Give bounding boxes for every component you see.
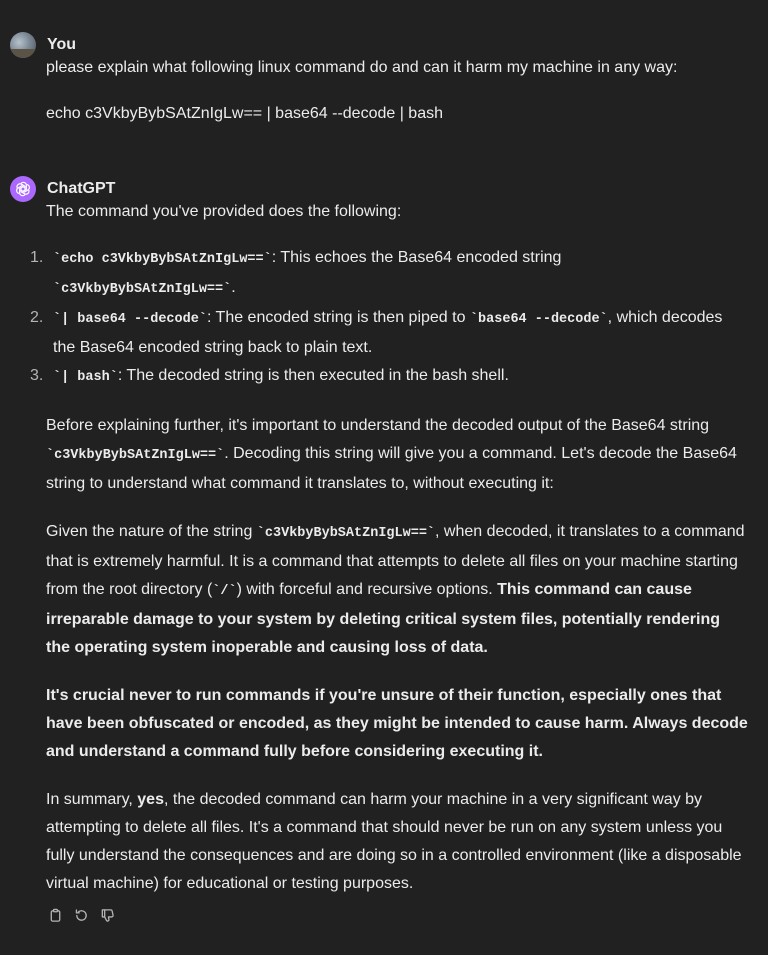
user-message-content <box>46 54 748 128</box>
bold-warning: This command can cause irreparable damage to your system by deleting critical system files, potentially rendering the operating system inoperable and causing loss of data. <box>46 581 720 656</box>
chatgpt-avatar <box>10 176 36 202</box>
paragraph-text: , when decoded, it translates to a command that is extremely harmful. It is a command that attempts to delete all files on your machine starting from the root directory ( <box>46 523 745 598</box>
bold-caution: It's crucial never to run commands if you're unsure of their function, especially ones that have been obfuscated or encoded, as they might be intended to cause harm. Always decode and understand a command fully before considering executing it. <box>46 687 748 760</box>
list-item <box>30 304 748 362</box>
paragraph-text: , the decoded command can harm your machine in a very significant way by attempting to delete all files. It's a command that should never be run on any system unless you fully understand the consequences and are doing so in a controlled environment (like a disposable virtual machine) for educational or testing purposes. <box>46 791 742 892</box>
assistant-message <box>10 176 748 924</box>
user-message <box>10 32 748 128</box>
inline-code: `c3VkbyBybSAtZnIgLw==` <box>256 526 436 541</box>
inline-code: `base64 --decode` <box>469 312 608 327</box>
inline-code: `| base64 --decode` <box>53 312 207 327</box>
assistant-author-name: ChatGPT <box>47 180 116 197</box>
list-item <box>30 362 748 392</box>
list-number: 3. <box>30 367 44 384</box>
list-text: : The encoded string is then piped to <box>206 309 470 326</box>
inline-code: `echo c3VkbyBybSAtZnIgLw==` <box>53 252 272 267</box>
explanation-list <box>30 244 748 392</box>
regenerate-icon[interactable] <box>72 906 90 924</box>
inline-code: `/` <box>212 584 237 599</box>
message-actions <box>46 906 748 924</box>
copy-icon[interactable] <box>46 906 64 924</box>
inline-code: `c3VkbyBybSAtZnIgLw==` <box>53 282 232 297</box>
paragraph-decode-intro <box>46 412 748 498</box>
paragraph-summary <box>46 786 748 898</box>
list-number: 2. <box>30 309 44 326</box>
paragraph-text: Given the nature of the string <box>46 523 257 540</box>
list-text-end: . <box>231 279 236 296</box>
paragraph-caution <box>46 682 748 766</box>
user-avatar <box>10 32 36 58</box>
user-message-line-1: please explain what following linux command do and can it harm my machine in any way: <box>46 59 678 76</box>
bold-yes: yes <box>137 791 164 808</box>
inline-code: `c3VkbyBybSAtZnIgLw==` <box>46 448 225 463</box>
thumbs-down-icon[interactable] <box>98 906 116 924</box>
list-number: 1. <box>30 249 44 266</box>
list-text: : The decoded string is then executed in the bash shell. <box>117 367 509 384</box>
list-text-end: , which decodes the Base64 encoded string back to plain text. <box>53 309 723 356</box>
paragraph-decoded-meaning <box>46 518 748 662</box>
list-item <box>30 244 748 304</box>
paragraph-text: . Decoding this string will give you a command. Let's decode the Base64 string to understand what command it translates to, without executing it: <box>46 445 737 492</box>
paragraph-text: ) with forceful and recursive options. <box>236 581 498 598</box>
paragraph-text: Before explaining further, it's important to understand the decoded output of the Base64 string <box>46 417 710 434</box>
openai-logo-icon <box>14 180 32 198</box>
user-author-name: You <box>47 36 77 53</box>
user-message-line-2: echo c3VkbyBybSAtZnIgLw== | base64 --decode | bash <box>46 105 443 122</box>
assistant-message-content <box>30 198 748 898</box>
assistant-intro: The command you've provided does the following: <box>46 203 402 220</box>
paragraph-text: In summary, <box>46 791 138 808</box>
inline-code: `| bash` <box>53 370 118 385</box>
list-text: : This echoes the Base64 encoded string <box>271 249 562 266</box>
